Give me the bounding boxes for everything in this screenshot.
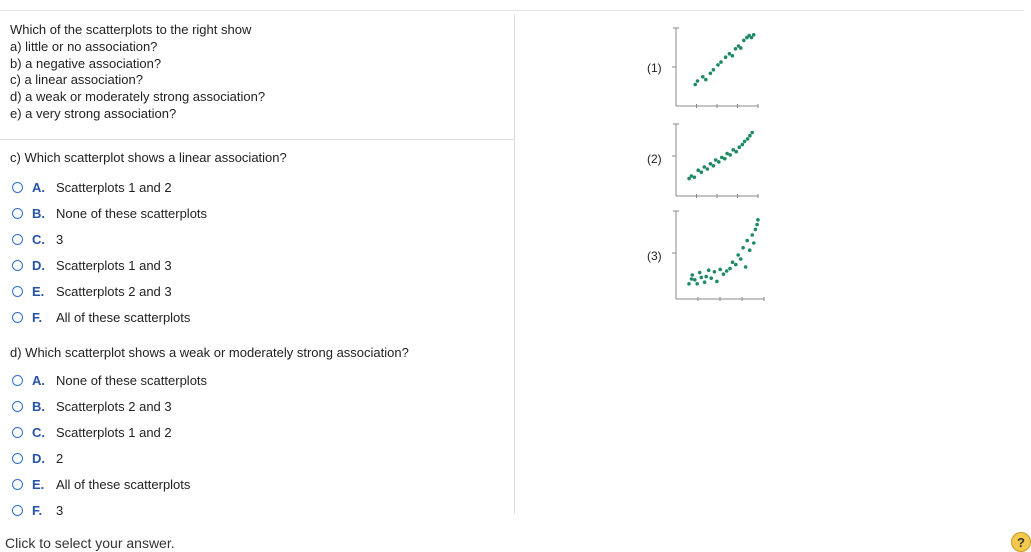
- option-letter: A.: [32, 179, 45, 195]
- part-d-option-f[interactable]: [12, 501, 63, 519]
- data-point: [701, 75, 705, 79]
- part-d-prompt: d) Which scatterplot shows a weak or moderately strong association?: [10, 345, 409, 360]
- data-point: [704, 275, 708, 279]
- data-point: [728, 52, 732, 56]
- data-point: [722, 272, 726, 276]
- data-point: [719, 60, 723, 64]
- data-point: [731, 260, 735, 264]
- data-point: [741, 246, 745, 250]
- part-c-option-e[interactable]: [12, 282, 172, 300]
- data-point: [704, 78, 708, 82]
- data-point: [743, 140, 747, 144]
- section-divider: [0, 139, 514, 140]
- data-point: [741, 143, 745, 147]
- option-letter: B.: [32, 205, 45, 221]
- data-point: [752, 33, 756, 37]
- option-letter: D.: [32, 257, 45, 273]
- data-point: [703, 165, 707, 169]
- data-point: [746, 137, 750, 141]
- data-point: [745, 239, 749, 243]
- data-point: [725, 269, 729, 273]
- radio-button-icon[interactable]: [12, 312, 23, 323]
- data-point: [706, 167, 710, 171]
- part-d-option-d[interactable]: [12, 449, 63, 467]
- part-c-prompt: c) Which scatterplot shows a linear association?: [10, 150, 287, 165]
- part-d-option-e[interactable]: [12, 475, 190, 493]
- data-point: [728, 153, 732, 157]
- data-point: [717, 160, 721, 164]
- data-point: [712, 68, 716, 72]
- radio-button-icon[interactable]: [12, 260, 23, 271]
- option-text: 2: [56, 450, 64, 466]
- radio-button-icon[interactable]: [12, 401, 23, 412]
- data-point: [754, 228, 758, 232]
- part-c-option-a[interactable]: [12, 178, 172, 196]
- data-point: [700, 170, 704, 174]
- scatterplot-2: [668, 120, 760, 206]
- question-line: b) a negative association?: [10, 55, 162, 71]
- data-point: [748, 134, 752, 138]
- data-point: [695, 282, 699, 286]
- part-c-option-f[interactable]: [12, 308, 190, 326]
- option-letter: F.: [32, 502, 43, 518]
- option-text: Scatterplots 2 and 3: [56, 398, 172, 414]
- data-point: [750, 233, 754, 237]
- part-c-option-c[interactable]: [12, 230, 63, 248]
- data-point: [714, 158, 718, 162]
- data-point: [742, 39, 746, 43]
- option-text: 3: [56, 502, 64, 518]
- help-icon[interactable]: ?: [1011, 532, 1031, 552]
- option-letter: F.: [32, 309, 43, 325]
- data-point: [744, 265, 748, 269]
- data-point: [709, 72, 713, 76]
- question-line: c) a linear association?: [10, 72, 143, 88]
- radio-button-icon[interactable]: [12, 505, 23, 516]
- option-text: Scatterplots 1 and 2: [56, 179, 172, 195]
- radio-button-icon[interactable]: [12, 427, 23, 438]
- part-c-option-b[interactable]: [12, 204, 207, 222]
- option-text: All of these scatterplots: [56, 476, 191, 492]
- data-point: [696, 168, 700, 172]
- data-point: [712, 164, 716, 168]
- option-letter: C.: [32, 424, 45, 440]
- data-point: [752, 241, 756, 245]
- data-point: [756, 218, 760, 222]
- data-point: [709, 162, 713, 166]
- data-point: [700, 276, 704, 280]
- data-point: [734, 150, 738, 154]
- data-point: [690, 277, 694, 281]
- part-d-option-b[interactable]: [12, 397, 172, 415]
- radio-button-icon[interactable]: [12, 479, 23, 490]
- part-d-option-a[interactable]: [12, 371, 207, 389]
- data-point: [748, 248, 752, 252]
- option-letter: E.: [32, 476, 45, 492]
- option-text: Scatterplots 1 and 3: [56, 257, 172, 273]
- data-point: [724, 55, 728, 59]
- data-point: [750, 36, 754, 40]
- data-point: [693, 278, 697, 282]
- question-text: [10, 22, 265, 123]
- data-point: [687, 282, 691, 286]
- data-point: [731, 148, 735, 152]
- instruction-text: Click to select your answer.: [5, 535, 175, 551]
- option-letter: E.: [32, 283, 45, 299]
- data-point: [703, 280, 707, 284]
- radio-button-icon[interactable]: [12, 375, 23, 386]
- radio-button-icon[interactable]: [12, 286, 23, 297]
- data-point: [723, 157, 727, 161]
- question-panel: [0, 11, 514, 518]
- data-point: [696, 79, 700, 83]
- question-line: e) a very strong association?: [10, 105, 177, 121]
- plot-1-label: (1): [647, 61, 662, 75]
- radio-button-icon[interactable]: [12, 182, 23, 193]
- data-point: [734, 47, 738, 51]
- data-point: [750, 131, 754, 135]
- data-point: [739, 46, 743, 50]
- question-line: d) a weak or moderately strong association?: [10, 89, 266, 105]
- option-text: None of these scatterplots: [56, 205, 208, 221]
- data-point: [713, 270, 717, 274]
- plot-3-label: (3): [647, 249, 662, 263]
- data-point: [691, 273, 695, 277]
- data-point: [731, 54, 735, 58]
- data-point: [693, 83, 697, 87]
- option-letter: A.: [32, 372, 45, 388]
- radio-button-icon[interactable]: [12, 234, 23, 245]
- option-letter: B.: [32, 398, 45, 414]
- radio-button-icon[interactable]: [12, 208, 23, 219]
- option-text: Scatterplots 2 and 3: [56, 283, 172, 299]
- data-point: [755, 223, 759, 227]
- data-point: [698, 271, 702, 275]
- option-letter: D.: [32, 450, 45, 466]
- option-text: Scatterplots 1 and 2: [56, 424, 172, 440]
- data-point: [716, 63, 720, 67]
- option-text: All of these scatterplots: [56, 309, 191, 325]
- data-point: [693, 176, 697, 180]
- part-d-option-c[interactable]: [12, 423, 172, 441]
- question-line: a) little or no association?: [10, 38, 158, 54]
- data-point: [715, 280, 719, 284]
- data-point: [707, 268, 711, 272]
- scatterplot-1: [668, 26, 760, 112]
- data-point: [734, 263, 738, 267]
- panel-divider: [514, 14, 515, 514]
- part-c-option-d[interactable]: [12, 256, 172, 274]
- option-text: None of these scatterplots: [56, 372, 208, 388]
- data-point: [709, 276, 713, 280]
- data-point: [728, 267, 732, 271]
- data-point: [739, 257, 743, 261]
- data-point: [725, 152, 729, 156]
- plot-2-label: (2): [647, 152, 662, 166]
- data-point: [718, 268, 722, 272]
- data-point: [736, 253, 740, 257]
- scatterplot-3: [668, 207, 766, 305]
- option-text: 3: [56, 231, 64, 247]
- radio-button-icon[interactable]: [12, 453, 23, 464]
- option-letter: C.: [32, 231, 45, 247]
- data-point: [738, 145, 742, 149]
- question-line: Which of the scatterplots to the right show: [10, 22, 252, 37]
